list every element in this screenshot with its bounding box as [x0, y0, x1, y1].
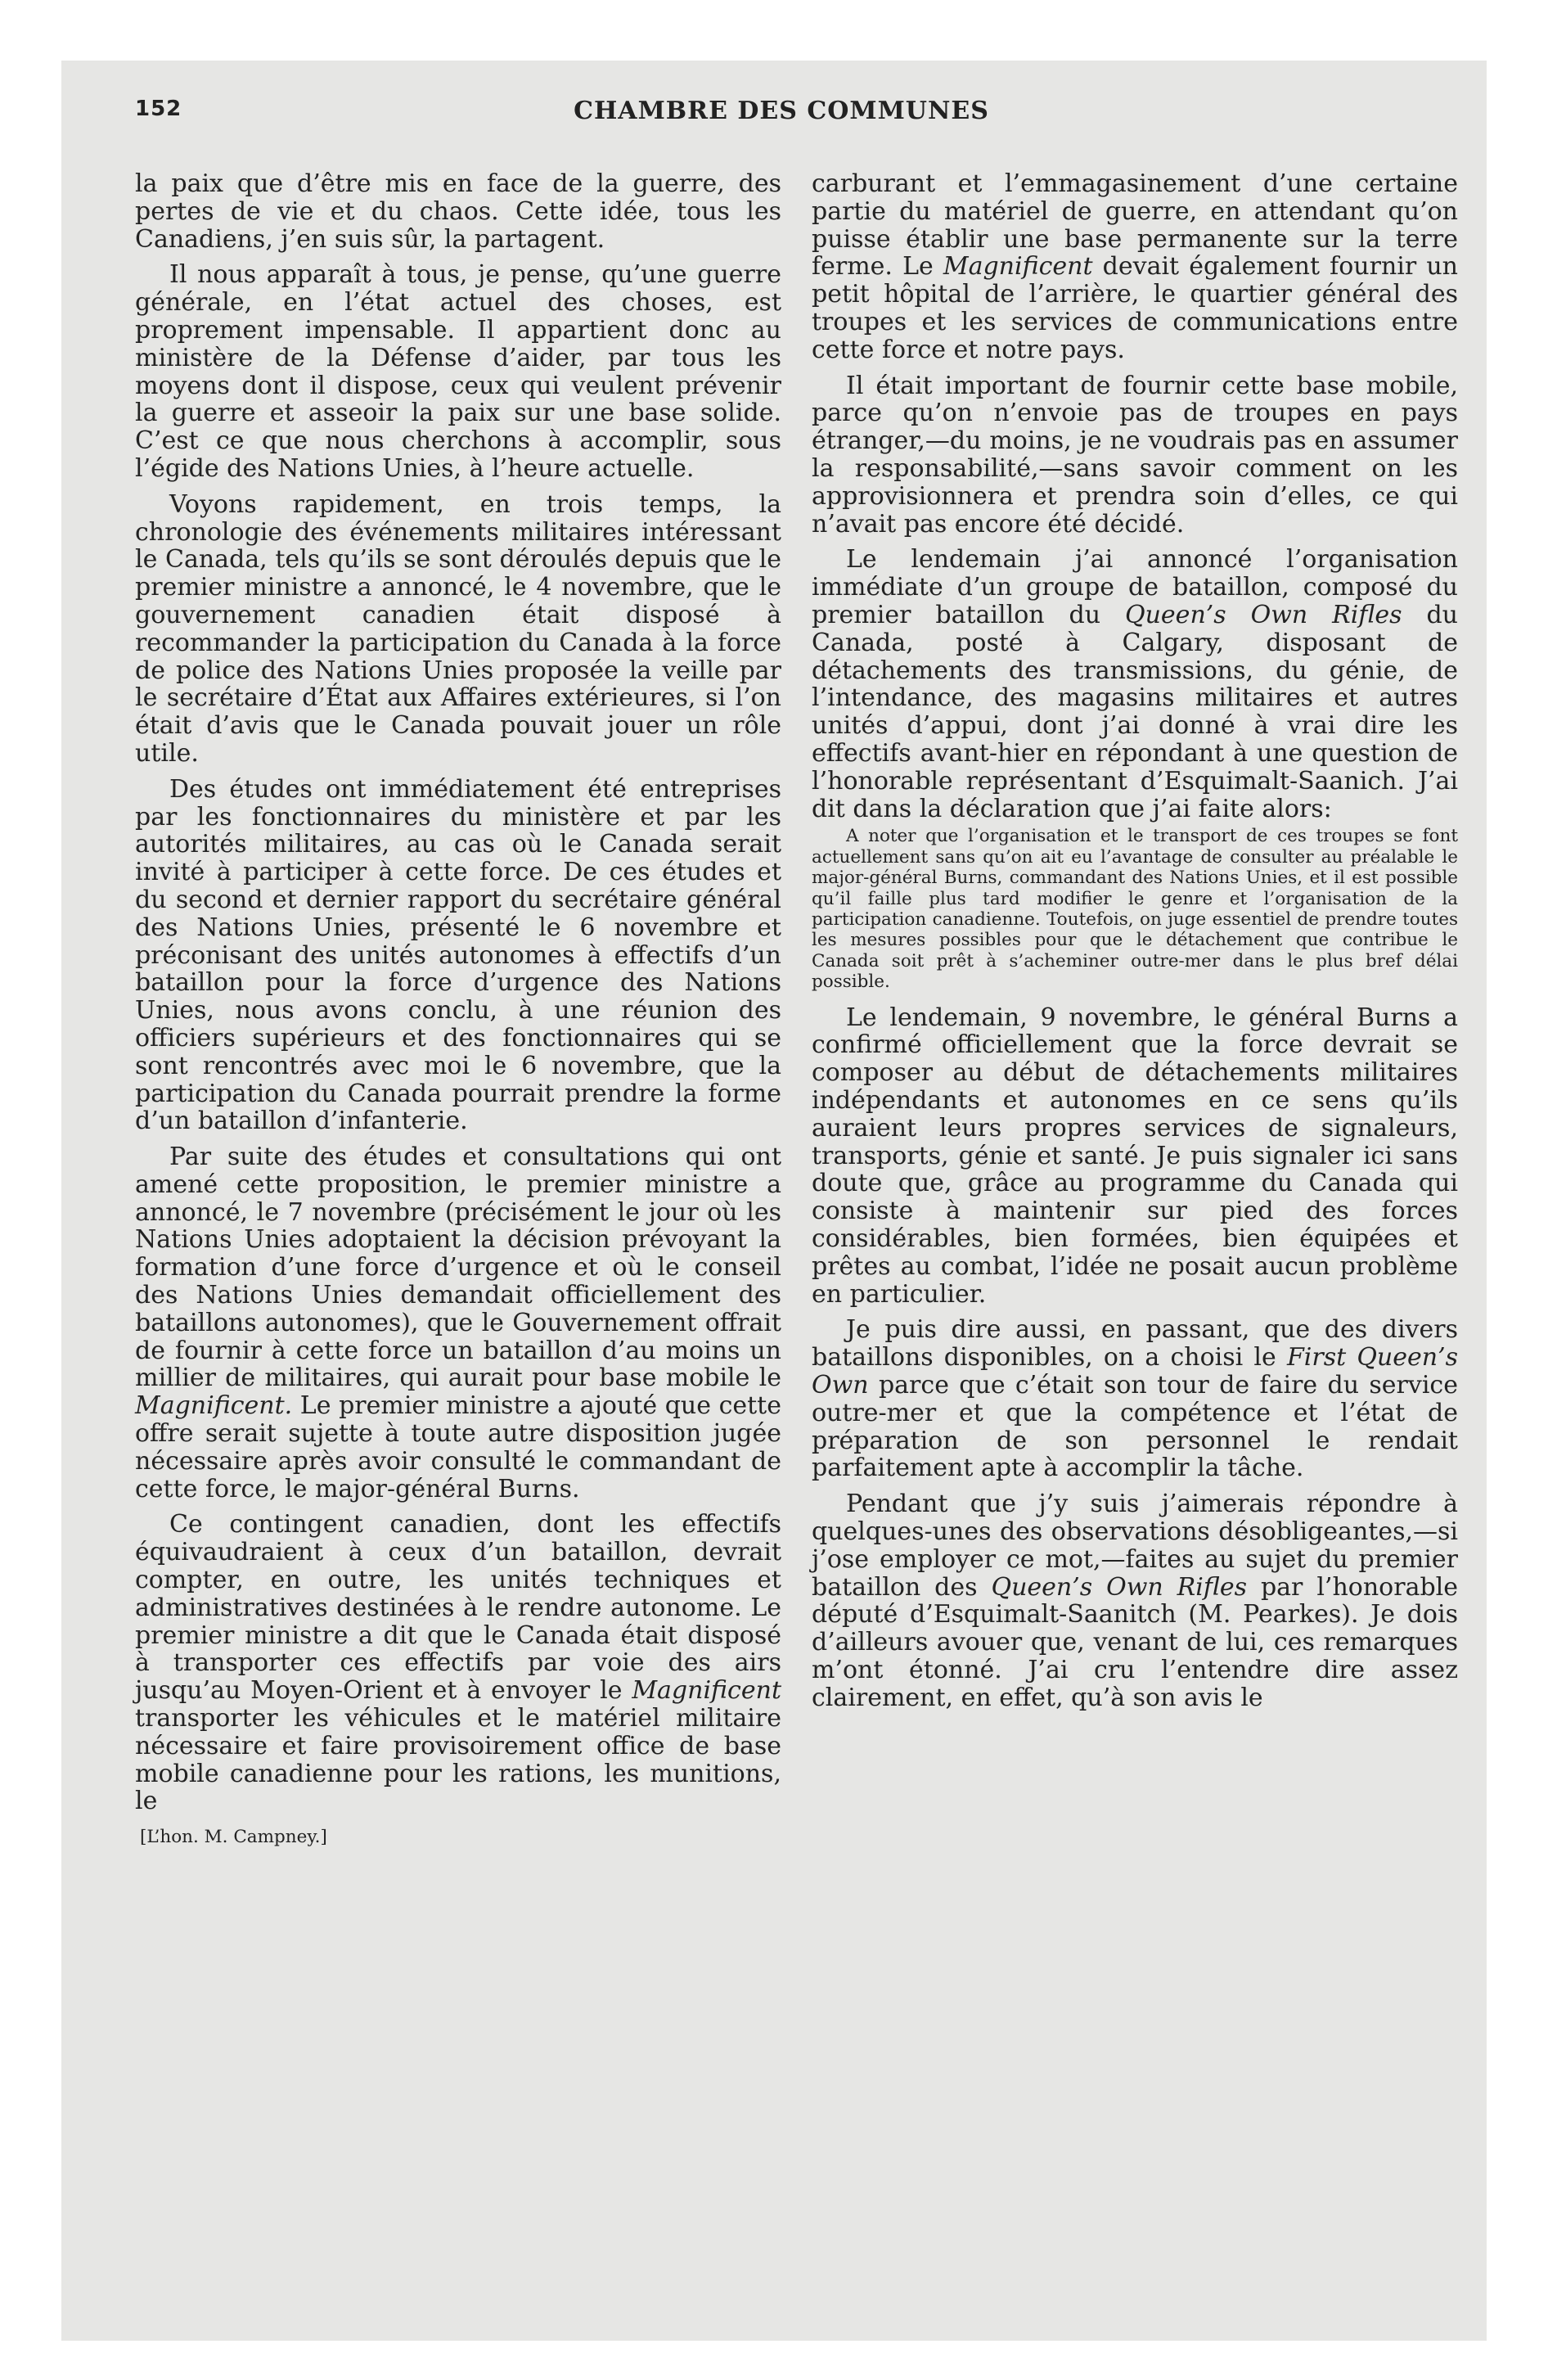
- paragraph: la paix que d’être mis en face de la guerre, des pertes de vie et du chaos. Cette idée, tous les Canadiens, j’en suis sûr, la partagent.: [135, 169, 781, 254]
- paragraph: carburant et l’emmagasinement d’une certaine partie du matériel de guerre, en attendant qu’on puisse établir une base permanente sur la terre ferme. Le Magnificent devait également fournir un petit hôpital de l’arrière, le quartier général des troupes et les services de communications entre cette force et notre pays.: [812, 169, 1458, 364]
- regiment-name: Queen’s Own Rifles: [1125, 600, 1402, 629]
- paragraph: Par suite des études et consultations qui ont amené cette proposition, le premier ministre a annoncé, le 7 novembre (précisément le jour où les Nations Unies adoptaient la décision prévoyant la formation d’une force d’urgence et où le conseil des Nations Unies demandait officiellement des bataillons autonomes), que le Gouvernement offrait de fournir à cette force un bataillon d’au moins un millier de militaires, qui aurait pour base mobile le Magnificent. Le premier ministre a ajouté que cette offre serait sujette à toute autre disposition jugée nécessaire après avoir consulté le commandant de cette force, le major-général Burns.: [135, 1143, 781, 1503]
- ship-name: Magnificent.: [135, 1391, 293, 1421]
- ship-name: Magnificent: [943, 252, 1093, 282]
- block-quote: A noter que l’organisation et le transport de ces troupes se font actuellement sans qu’on ait eu l’avantage de consulter au préalable le major-général Burns, commandant des Nations Unies, et il est possible qu’il faille plus tard modifier le genre et l’organisation de la participation canadienne. Toutefois, on juge essentiel de prendre toutes les mesures possibles pour que le détachement que contribue le Canada soit prêt à s’acheminer outre-mer dans le plus bref délai possible.: [812, 826, 1458, 993]
- regiment-name: First Queen’s Own: [812, 1343, 1458, 1400]
- paragraph: Je puis dire aussi, en passant, que des divers bataillons disponibles, on a choisi le First Queen’s Own parce que c’était son tour de faire du service outre-mer et que la compétence et l’état de préparation de son personnel le rendait parfaitement apte à accomplir la tâche.: [812, 1315, 1458, 1483]
- right-column: [812, 170, 1458, 1712]
- regiment-name: Queen’s Own Rifles: [991, 1572, 1247, 1602]
- paragraph: Ce contingent canadien, dont les effectifs équivaudraient à ceux d’un bataillon, devrait compter, en outre, les unités techniques et administratives destinées à le rendre autonome. Le premier ministre a dit que le Canada était disposé à transporter ces effectifs par voie des airs jusqu’au Moyen-Orient et à envoyer le Magnificent transporter les véhicules et le matériel militaire nécessaire et faire provisoirement office de base mobile canadienne pour les rations, les munitions, le: [135, 1510, 781, 1816]
- paragraph: Pendant que j’y suis j’aimerais répondre à quelques-unes des observations désobligeantes,—si j’ose employer ce mot,—faites au sujet du premier bataillon des Queen’s Own Rifles par l’honorable député d’Esquimalt-Saanitch (M. Pearkes). Je dois d’ailleurs avouer que, venant de lui, ces remarques m’ont étonné. J’ai cru l’entendre dire assez clairement, en effet, qu’à son avis le: [812, 1490, 1459, 1712]
- speaker-attribution: [L’hon. M. Campney.]: [140, 1827, 327, 1848]
- paragraph: Voyons rapidement, en trois temps, la chronologie des événements militaires intéressant le Canada, tels qu’ils se sont déroulés depuis que le premier ministre a annoncé, le 4 novembre, que le gouvernement canadien était disposé à recommander la participation du Canada à la force de police des Nations Unies proposée la veille par le secrétaire d’État aux Affaires extérieures, si l’on était d’avis que le Canada pouvait jouer un rôle utile.: [135, 489, 781, 768]
- ship-name: Magnificent: [632, 1676, 781, 1706]
- left-column: [135, 170, 781, 1847]
- paragraph: Il nous apparaît à tous, je pense, qu’une guerre générale, en l’état actuel des choses, est proprement impensable. Il appartient donc au ministère de la Défense d’aider, par tous les moyens dont il dispose, ceux qui veulent prévenir la guerre et asseoir la paix sur une base solide. C’est ce que nous cherchons à accomplir, sous l’égide des Nations Unies, à l’heure actuelle.: [135, 260, 781, 483]
- paragraph: Le lendemain, 9 novembre, le général Burns a confirmé officiellement que la force devrait se composer au début de détachements militaires indépendants et autonomes en ce sens qu’ils auraient leurs propres services de signaleurs, transports, génie et santé. Je puis signaler ici sans doute que, grâce au programme du Canada qui consiste à maintenir sur pied des forces considérables, bien formées, bien équipées et prêtes au combat, l’idée ne posait aucun problème en particulier.: [812, 1003, 1458, 1309]
- page-header: [135, 97, 1428, 137]
- paragraph: Le lendemain j’ai annoncé l’organisation immédiate d’un groupe de bataillon, composé du premier bataillon du Queen’s Own Rifles du Canada, posté à Calgary, disposant de détachements des transmissions, du génie, de l’intendance, des magasins militaires et autres unités d’appui, dont j’ai donné à vrai dire les effectifs avant-hier en répondant à une question de l’honorable représentant d’Esquimalt-Saanich. J’ai dit dans la déclaration que j’ai faite alors:: [812, 545, 1459, 823]
- running-head: CHAMBRE DES COMMUNES: [574, 97, 989, 125]
- page-number: 152: [135, 97, 182, 121]
- paragraph: Il était important de fournir cette base mobile, parce qu’on n’envoie pas de troupes en pays étranger,—du moins, je ne voudrais pas en assumer la responsabilité,—sans savoir comment on les approvisionnera et prendra soin d’elles, ce qui n’avait pas encore été décidé.: [812, 371, 1458, 539]
- paragraph: Des études ont immédiatement été entreprises par les fonctionnaires du ministère et par les autorités militaires, au cas où le Canada serait invité à participer à cette force. De ces études et du second et dernier rapport du secrétaire général des Nations Unies, présenté le 6 novembre et préconisant des unités autonomes à effectifs d’un bataillon pour la force d’urgence des Nations Unies, nous avons conclu, à une réunion des officiers supérieurs et des fonctionnaires qui se sont rencontrés avec moi le 6 novembre, que la participation du Canada pourrait prendre la forme d’un bataillon d’infanterie.: [135, 774, 781, 1136]
